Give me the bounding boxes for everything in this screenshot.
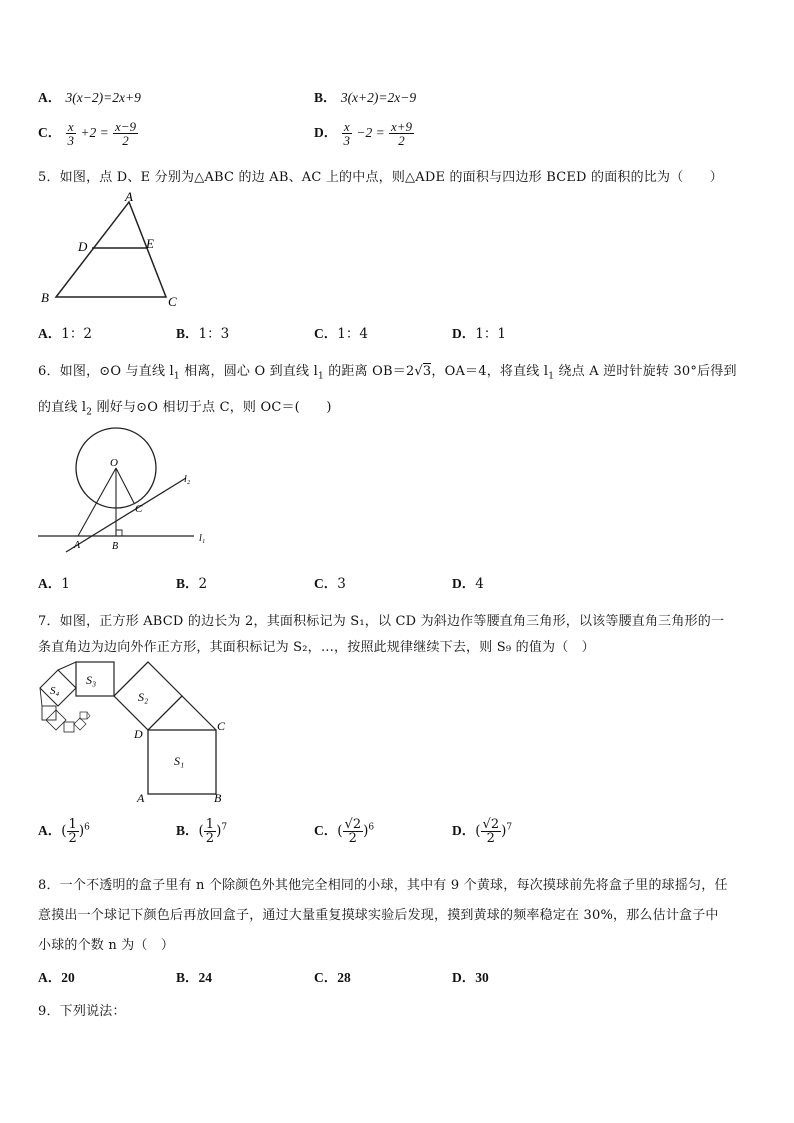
s4-label: S₄ xyxy=(50,685,60,697)
option-label: B． xyxy=(314,90,337,105)
numerator: √2 xyxy=(482,817,500,832)
square-s8 xyxy=(74,718,86,730)
option-label: A． xyxy=(38,823,62,838)
q6-option-c xyxy=(314,572,346,592)
spiral-end xyxy=(87,712,90,719)
option-label: C． xyxy=(314,326,338,341)
denominator: 2 xyxy=(486,831,495,846)
option-text: 1：2 xyxy=(61,326,92,342)
exponent: 6 xyxy=(84,822,90,833)
numerator: x xyxy=(66,120,77,134)
q5-triangle-figure xyxy=(36,190,186,310)
q5-stem: 5．如图，点 D、E 分别为△ABC 的边 AB、AC 上的中点，则△ADE 的面积与四边形 BCED 的面积的比为（ ） xyxy=(38,170,723,185)
point-o-label: O xyxy=(110,457,118,469)
isosceles-triangle-1 xyxy=(148,696,216,730)
paren-open: ( xyxy=(475,823,481,839)
point-c-label: C xyxy=(217,719,226,733)
subscript: 1 xyxy=(548,371,555,382)
option-text: 1：4 xyxy=(337,326,368,342)
option-label: C． xyxy=(314,823,338,838)
fraction xyxy=(204,818,216,845)
line-l2-label: l₂ xyxy=(184,474,191,485)
point-b-label: B xyxy=(41,290,49,305)
denominator: 2 xyxy=(68,831,77,846)
option-label: B． xyxy=(176,576,199,591)
point-c-label: C xyxy=(168,294,177,309)
option-label: D． xyxy=(452,823,476,838)
stem-text: 6．如图，⊙O 与直线 l xyxy=(38,364,174,379)
option-text: 2 xyxy=(198,576,208,592)
q6-stem-line2 xyxy=(38,396,332,418)
option-label: D． xyxy=(314,125,338,140)
denominator: 2 xyxy=(205,831,215,846)
point-c-label: C xyxy=(135,503,143,515)
q8-option-b xyxy=(176,966,212,986)
square-s7 xyxy=(64,722,74,732)
q7-option-b xyxy=(176,818,227,845)
s2-label: S₂ xyxy=(138,690,149,704)
point-a-label: A xyxy=(125,190,133,204)
point-a-label: A xyxy=(137,791,145,805)
paren-close: ) xyxy=(216,823,222,839)
paren-open: ( xyxy=(198,823,204,839)
q8-option-d xyxy=(452,966,489,986)
q4-option-b xyxy=(314,86,416,106)
option-label: C． xyxy=(38,125,62,140)
option-text: 24 xyxy=(198,970,213,985)
denominator: 3 xyxy=(343,133,351,148)
option-text: 1 xyxy=(61,576,70,592)
s1-label: S₁ xyxy=(174,754,185,768)
q5-option-a xyxy=(38,322,92,342)
point-e-label: E xyxy=(146,236,154,251)
subscript: 1 xyxy=(173,371,180,382)
q6-option-a xyxy=(38,572,70,592)
square-s5 xyxy=(42,706,56,720)
numerator: 1 xyxy=(205,817,215,832)
paren-close: ) xyxy=(501,823,507,839)
line-l2 xyxy=(66,478,186,552)
operator: +2 = xyxy=(80,125,109,140)
numerator: 1 xyxy=(68,817,77,832)
option-label: D． xyxy=(452,326,476,341)
q9-stem: 9．下列说法： xyxy=(38,1004,126,1019)
option-text: 4 xyxy=(475,576,484,592)
q7-stem-line1: 7．如图，正方形 ABCD 的边长为 2，其面积标记为 S₁，以 CD 为斜边作等腰直角三角形，以该等腰直角三角形的一 xyxy=(38,614,725,629)
stem-text: 的直线 l xyxy=(38,400,87,415)
stem-text: 刚好与⊙O 相切于点 C，则 OC＝( ) xyxy=(92,400,332,415)
q8-stem-line1: 8．一个不透明的盒子里有 n 个除颜色外其他完全相同的小球，其中有 9 个黄球，每次摸球前先将盒子里的球摇匀，任 xyxy=(38,878,728,893)
option-text: 20 xyxy=(61,970,75,985)
point-d-label: D xyxy=(78,239,88,254)
q7-option-c xyxy=(314,818,374,845)
fraction xyxy=(67,818,79,845)
stem-text: 的距离 OB＝2 xyxy=(323,364,415,379)
option-label: B． xyxy=(176,970,199,985)
segment-oa xyxy=(78,468,116,536)
option-text: 28 xyxy=(337,970,351,985)
stem-text: 相离，圆心 O 到直线 l xyxy=(179,364,318,379)
q8-option-a xyxy=(38,966,75,986)
square-s9 xyxy=(80,712,87,719)
option-expression: 3(x−2)=2x+9 xyxy=(65,90,141,105)
q8-stem-line2: 意摸出一个球记下颜色后再放回盒子，通过大量重复摸球实验后发现，摸到黄球的频率稳定在 30%，那么估计盒子中 xyxy=(38,908,719,923)
point-d-label: D xyxy=(134,727,143,741)
paren-close: ) xyxy=(78,823,85,839)
subscript: 2 xyxy=(86,407,93,418)
denominator: 2 xyxy=(348,831,357,846)
exponent: 7 xyxy=(221,822,228,833)
point-b-label: B xyxy=(214,791,222,805)
option-label: D． xyxy=(452,970,476,985)
option-label: B． xyxy=(176,823,199,838)
q5-option-b xyxy=(176,322,229,342)
option-expression: 3(x+2)=2x−9 xyxy=(340,90,417,105)
point-b-label: B xyxy=(112,541,119,552)
q7-square-spiral-figure xyxy=(34,658,234,806)
q6-option-b xyxy=(176,572,207,592)
option-label: A． xyxy=(38,326,62,341)
q4-option-c xyxy=(38,120,138,147)
fraction xyxy=(481,818,502,845)
option-text: 1：1 xyxy=(475,326,506,342)
option-label: D． xyxy=(452,576,476,591)
option-label: C． xyxy=(314,576,338,591)
q6-stem-line1 xyxy=(38,360,737,382)
numerator: x xyxy=(342,120,353,134)
option-label: A． xyxy=(38,90,62,105)
q7-option-a xyxy=(38,818,90,845)
right-angle-mark xyxy=(116,530,122,536)
denominator: 2 xyxy=(122,133,129,148)
q4-option-d xyxy=(314,120,414,147)
numerator: x+9 xyxy=(391,119,413,134)
sqrt-symbol: √ xyxy=(414,364,423,379)
q5-option-d xyxy=(452,322,506,342)
q4-option-a xyxy=(38,86,141,106)
subscript: 1 xyxy=(317,371,324,382)
option-label: B． xyxy=(176,326,199,341)
denominator: 2 xyxy=(398,133,405,148)
q8-option-c xyxy=(314,966,351,986)
fraction xyxy=(389,120,414,147)
paren-open: ( xyxy=(61,823,67,839)
q6-option-d xyxy=(452,572,484,592)
option-text: 30 xyxy=(475,970,489,985)
exponent: 7 xyxy=(506,822,513,833)
q7-stem-line2: 条直角边为边向外作正方形，其面积标记为 S₂，…，按照此规律继续下去，则 S₉ 的值为（ ） xyxy=(38,640,595,655)
option-text: 3 xyxy=(337,576,346,592)
stem-text: 绕点 A 逆时针旋转 30°后得到 xyxy=(554,364,737,379)
option-label: A． xyxy=(38,576,62,591)
line-l1-label: l₁ xyxy=(199,533,206,544)
paren-open: ( xyxy=(337,823,343,839)
point-a-label: A xyxy=(74,540,81,551)
fraction xyxy=(66,120,77,147)
sqrt-radicand: 3 xyxy=(422,364,432,379)
segment-oc xyxy=(116,468,134,503)
q6-circle-figure xyxy=(36,426,226,556)
option-text: 1：3 xyxy=(198,326,230,342)
triangle-5-edge xyxy=(40,688,42,706)
exponent: 6 xyxy=(368,822,375,833)
fraction xyxy=(343,818,364,845)
paren-close: ) xyxy=(363,823,369,839)
q5-option-c xyxy=(314,322,368,342)
numerator: x−9 xyxy=(115,119,137,134)
option-label: C． xyxy=(314,970,338,985)
q7-option-d xyxy=(452,818,512,845)
fraction xyxy=(113,120,138,147)
stem-text: ，OA＝4，将直线 l xyxy=(431,364,549,379)
numerator: √2 xyxy=(344,817,362,832)
denominator: 3 xyxy=(67,133,75,148)
operator: −2 = xyxy=(356,125,385,140)
fraction xyxy=(342,120,353,147)
option-label: A． xyxy=(38,970,62,985)
s3-label: S₃ xyxy=(86,673,97,687)
q8-stem-line3: 小球的个数 n 为（ ） xyxy=(38,938,175,953)
